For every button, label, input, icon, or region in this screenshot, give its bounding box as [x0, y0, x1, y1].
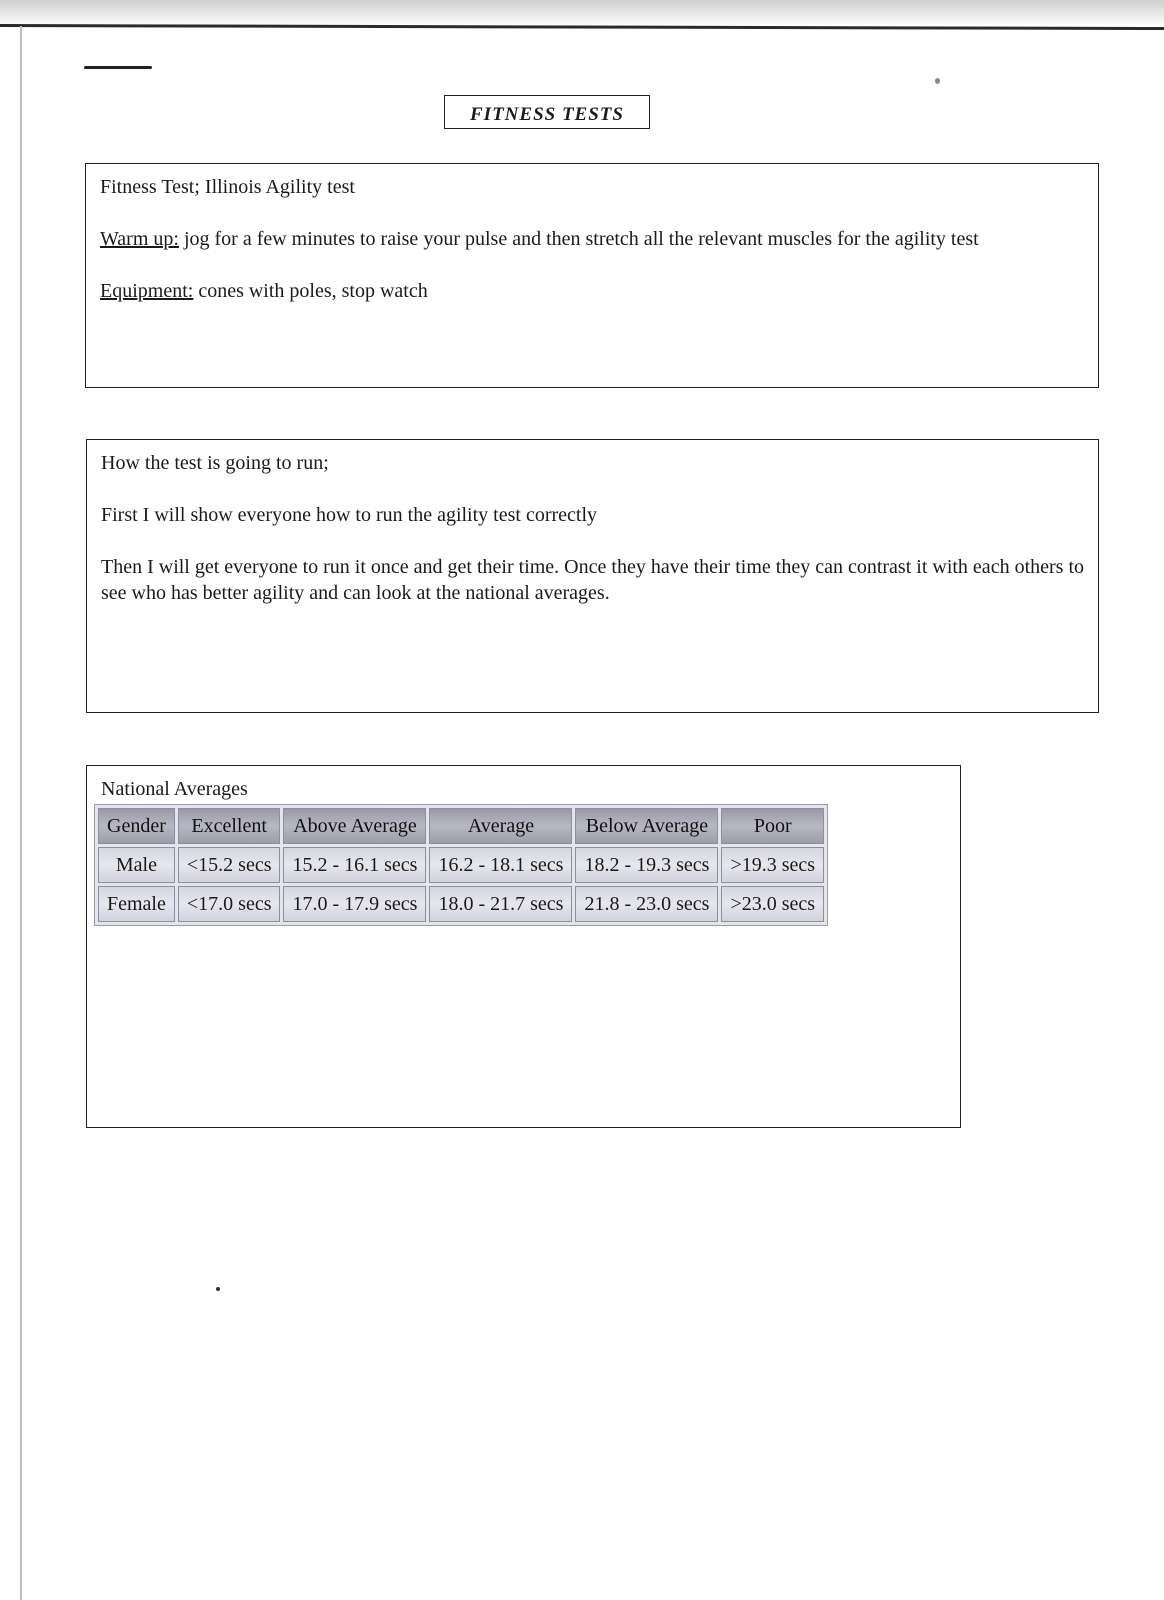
pen-mark: [84, 66, 152, 69]
cell-gender: Female: [98, 886, 175, 922]
national-averages-box: [86, 765, 961, 1128]
header-excellent: Excellent: [178, 808, 281, 844]
header-below-average: Below Average: [575, 808, 718, 844]
cell-average: 16.2 - 18.1 secs: [429, 847, 572, 883]
equipment-label: Equipment:: [100, 280, 194, 302]
test-info-box: [85, 163, 1099, 388]
cell-gender: Male: [98, 847, 175, 883]
cell-poor: >23.0 secs: [721, 886, 824, 922]
cell-below-average: 21.8 - 23.0 secs: [575, 886, 718, 922]
table-header-row: [98, 808, 824, 844]
header-gender: Gender: [98, 808, 175, 844]
procedure-step-1: First I will show everyone how to run the agility test correctly: [101, 504, 598, 526]
cell-average: 18.0 - 21.7 secs: [429, 886, 572, 922]
equipment-paragraph: [100, 278, 1084, 304]
cell-excellent: <15.2 secs: [178, 847, 281, 883]
page-left-edge: [20, 26, 22, 1600]
header-above-average: Above Average: [283, 808, 426, 844]
cell-above-average: 17.0 - 17.9 secs: [283, 886, 426, 922]
cell-below-average: 18.2 - 19.3 secs: [575, 847, 718, 883]
cell-poor: >19.3 secs: [721, 847, 824, 883]
procedure-box: [86, 439, 1099, 713]
scan-shadow: [0, 0, 1164, 26]
cell-above-average: 15.2 - 16.1 secs: [283, 847, 426, 883]
equipment-text: cones with poles, stop watch: [198, 280, 428, 302]
page-title-box: [444, 95, 650, 129]
table-row: [98, 886, 824, 922]
scan-speck: [216, 1287, 220, 1291]
warmup-label: Warm up:: [100, 228, 179, 250]
header-poor: Poor: [721, 808, 824, 844]
national-averages-table: [94, 804, 828, 926]
table-row: [98, 847, 824, 883]
scan-speck: [935, 78, 940, 84]
test-name: Fitness Test; Illinois Agility test: [100, 176, 355, 198]
procedure-step-2: Then I will get everyone to run it once and get their time. Once they have their time they can contrast it with each others to see who has better agility and can look at the national averages.: [101, 556, 1084, 604]
warmup-paragraph: [100, 226, 1084, 252]
national-averages-title: National Averages: [101, 778, 248, 800]
warmup-text: jog for a few minutes to raise your pulse and then stretch all the relevant muscles for the agility test: [183, 228, 979, 250]
page-title: FITNESS TESTS: [470, 104, 624, 125]
header-average: Average: [429, 808, 572, 844]
procedure-heading: How the test is going to run;: [101, 452, 329, 474]
cell-excellent: <17.0 secs: [178, 886, 281, 922]
